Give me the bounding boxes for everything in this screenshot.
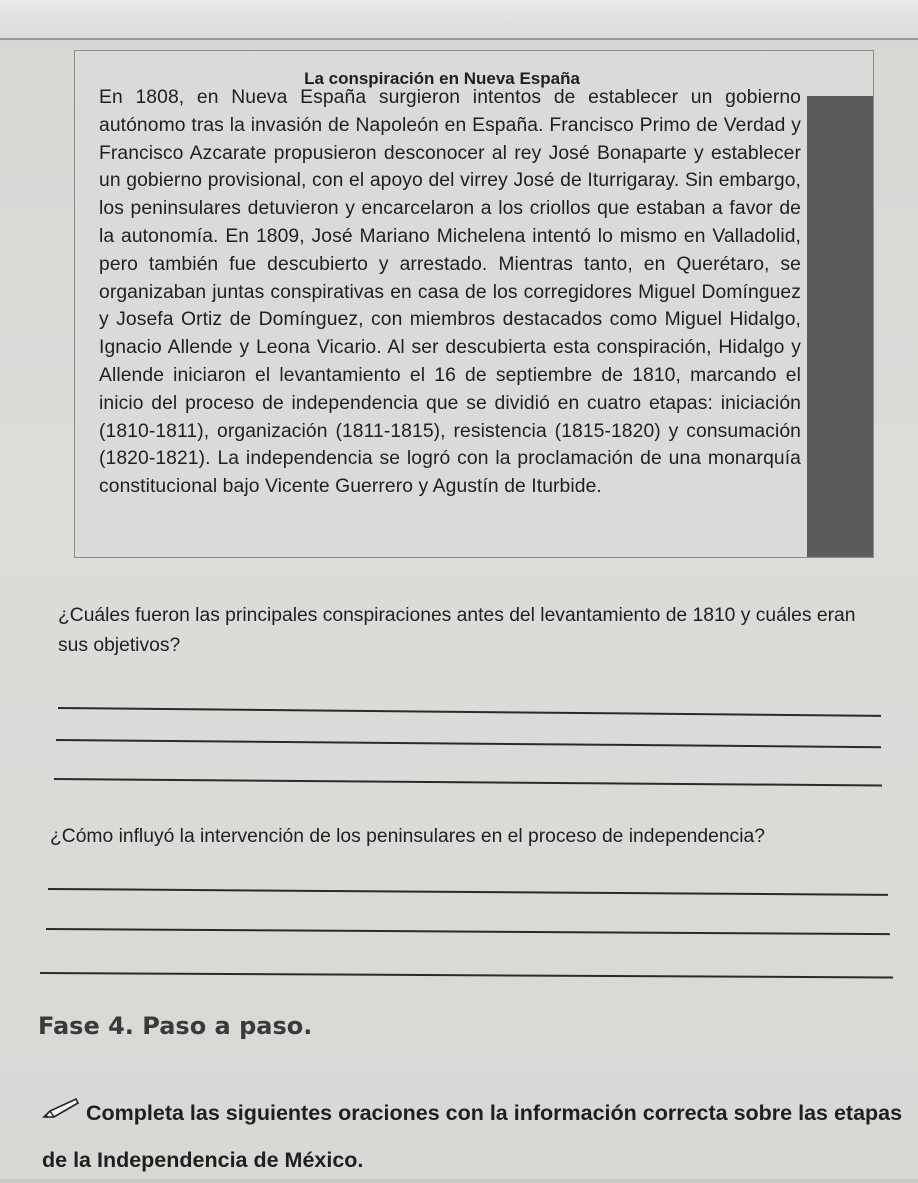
pencil-icon — [42, 1091, 82, 1137]
reading-title: La conspiración en Nueva España — [304, 69, 580, 88]
question-1: ¿Cuáles fueron las principales conspiraciones antes del levantamiento de 1810 y cuáles eran sus objetivos? — [58, 605, 856, 656]
answer-line-6[interactable] — [40, 972, 893, 978]
answer-line-5[interactable] — [46, 928, 890, 935]
instruction-text: Completa las siguientes oraciones con la información correcta sobre las etapas de la Independencia de México. — [42, 1101, 903, 1173]
phase-title: Fase 4. Paso a paso. — [38, 1012, 313, 1040]
reading-box — [74, 50, 874, 558]
answer-line-2[interactable] — [56, 739, 881, 748]
answer-line-1[interactable] — [58, 707, 881, 717]
answer-line-3[interactable] — [54, 778, 882, 787]
reading-paragraph: En 1808, en Nueva España surgieron intentos de establecer un gobierno autónomo tras la invasión de Napoleón en España. Francisco Primo de Verdad y Francisco Azcarate propusieron desconocer al rey José Bonaparte y establecer un gobierno provisional, con el apoyo del virrey José de Iturrigaray. Sin embargo, los peninsulares detuvieron y encarcelaron a los criollos que estaban a favor de la autonomía. En 1809, José Mariano Michelena intentó lo mismo en Valladolid, pero también fue descubierto y arrestado. Mientras tanto, en Querétaro, se organizaban juntas conspirativas en casa de los corregidores Miguel Domínguez y Josefa Ortiz de Domínguez, con miembros destacados como Miguel Hidalgo, Ignacio Allende y Leona Vicario. Al ser descubierta esta conspiración, Hidalgo y Allende iniciaron el levantamiento el 16 de septiembre de 1810, marcando el inicio del proceso de independencia que se dividió en cuatro etapas: iniciación (1810-1811), organización (1811-1815), resistencia (1815-1820) y consumación (1820-1821). La independencia se logró con la proclamación de una monarquía constitucional bajo Vicente Guerrero y Agustín de Iturbide. — [99, 87, 801, 498]
phase-instruction — [42, 1090, 912, 1183]
question-2: ¿Cómo influyó la intervención de los peninsulares en el proceso de independencia? — [50, 826, 765, 847]
answer-line-4[interactable] — [48, 888, 888, 896]
decorative-side-bar — [807, 96, 873, 557]
page-top-edge — [0, 0, 918, 40]
